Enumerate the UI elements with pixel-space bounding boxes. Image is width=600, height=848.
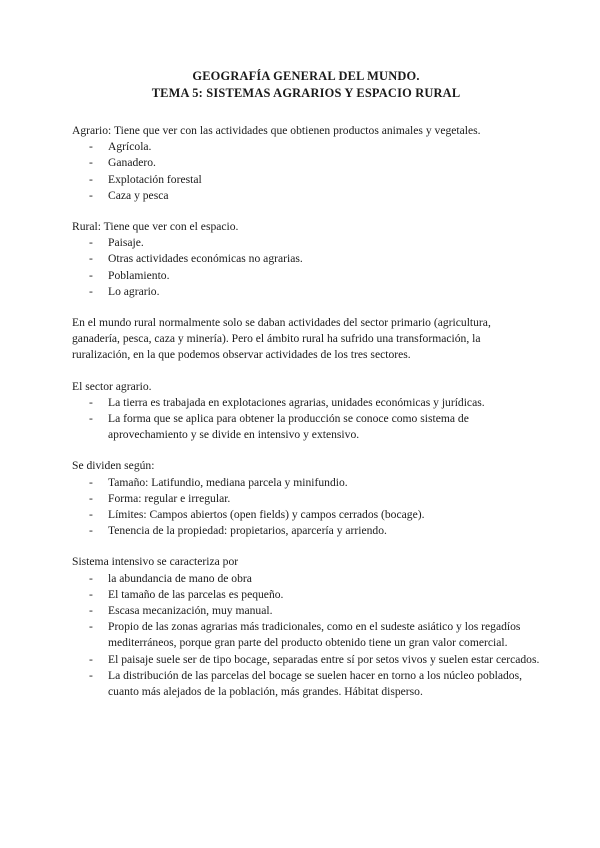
section-agrario	[72, 123, 540, 204]
rural-intro: Rural: Tiene que ver con el espacio.	[72, 220, 239, 234]
title-line-1: GEOGRAFÍA GENERAL DEL MUNDO.	[192, 69, 420, 83]
list-item: - Tenencia de la propiedad: propietarios, aparcería y arriendo.	[89, 524, 387, 538]
list-item: - La distribución de las parcelas del bocage se suelen hacer en torno a los núcleo poblados, cuanto más alejados de la población, más grandes. Hábitat disperso.	[89, 668, 523, 699]
list-item: - Límites: Campos abiertos (open fields) y campos cerrados (bocage).	[89, 508, 425, 522]
list-item: - Explotación forestal	[89, 172, 202, 186]
list-item: - Lo agrario.	[89, 284, 160, 298]
list-item: - Ganadero.	[89, 156, 156, 170]
list-item: - La forma que se aplica para obtener la producción se conoce como sistema de aprovechamiento y se divide en intensivo y extensivo.	[89, 412, 469, 442]
intensivo-list	[72, 571, 540, 701]
list-item: - Agrícola.	[89, 140, 152, 154]
section-mundo-rural	[72, 315, 540, 364]
rural-list	[72, 235, 540, 300]
list-item: - Paisaje.	[89, 236, 144, 250]
sector-agrario-list	[72, 395, 540, 444]
se-dividen-intro: Se dividen según:	[72, 459, 155, 473]
list-item: - Poblamiento.	[89, 268, 170, 282]
list-item: - Escasa mecanización, muy manual.	[89, 604, 273, 618]
list-item: - Otras actividades económicas no agrarias.	[89, 252, 303, 266]
list-item: - Tamaño: Latifundio, mediana parcela y minifundio.	[89, 475, 348, 489]
agrario-intro: Agrario: Tiene que ver con las actividades que obtienen productos animales y vegetales.	[72, 124, 481, 137]
list-item: - Forma: regular e irregular.	[89, 491, 231, 505]
document-title	[72, 68, 540, 101]
section-rural	[72, 219, 540, 300]
list-item: - Caza y pesca	[89, 188, 169, 202]
list-item: - El tamaño de las parcelas es pequeño.	[89, 587, 284, 601]
agrario-list	[72, 139, 540, 204]
intensivo-intro: Sistema intensivo se caracteriza por	[72, 555, 239, 569]
sector-agrario-intro: El sector agrario.	[72, 379, 152, 393]
section-sector-agrario	[72, 379, 540, 444]
list-item: - Propio de las zonas agrarias más tradicionales, como en el sudeste asiático y los regadíos mediterráneos, porque gran parte del producto obtenido tiene un gran valor comercial.	[89, 620, 521, 650]
section-se-dividen	[72, 458, 540, 539]
title-line-2: TEMA 5: SISTEMAS AGRARIOS Y ESPACIO RURAL	[151, 85, 461, 100]
list-item: - La tierra es trabajada en explotaciones agrarias, unidades económicas y jurídicas.	[89, 395, 485, 409]
se-dividen-list	[72, 475, 540, 540]
section-intensivo	[72, 554, 540, 700]
list-item: - la abundancia de mano de obra	[89, 571, 252, 585]
list-item: - El paisaje suele ser de tipo bocage, separadas entre sí por setos vivos y suelen estar cercados.	[89, 652, 540, 666]
mundo-rural-paragraph: En el mundo rural normalmente solo se daban actividades del sector primario (agricultura, ganadería, pesca, caza y minería). Pero el ámbito rural ha sufrido una transformación, la ruralización, en la que podemos observar actividades de los tres sectores.	[72, 316, 491, 362]
